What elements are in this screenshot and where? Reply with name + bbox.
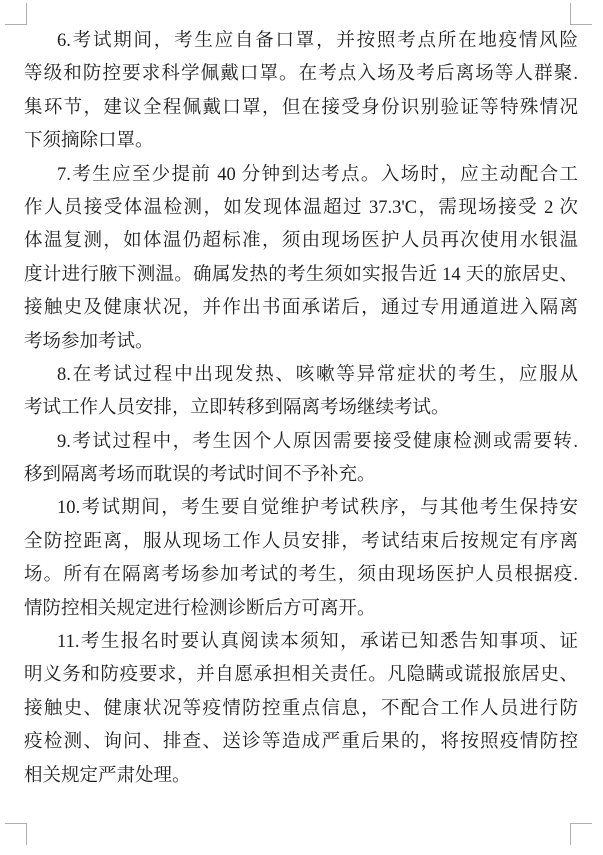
paragraph-8 — [24, 359, 578, 426]
text-line: 作人员接受体温检测，如发现体温超过 37.3'C，需现场接受 2 次 — [24, 197, 578, 218]
text-line: 场。所有在隔离考场参加考试的考生，须由现场医护人员根据疫. — [24, 565, 578, 586]
text-line: 集环节，建议全程佩戴口罩，但在接受身份识别验证等特殊情况 — [24, 97, 578, 118]
text-line: 体温复测，如体温仍超标准，须由现场医护人员再次使用水银温 — [24, 231, 578, 252]
text-line: 接触史、健康状况等疫情防控重点信息，不配合工作人员进行防 — [24, 698, 578, 719]
text-line: 疫检测、询问、排查、送诊等造成严重后果的，将按照疫情防控 — [24, 732, 578, 753]
crop-mark-top-left-icon — [5, 3, 27, 25]
text-line: 移到隔离考场而耽误的考试时间不予补充。 — [24, 465, 376, 486]
document-body — [24, 25, 578, 793]
text-line: 10.考试期间，考生要自觉维护考试秩序，与其他考生保持安 — [57, 498, 578, 519]
text-line: 全防控距离，服从现场工作人员安排，考试结束后按规定有序离 — [24, 531, 578, 552]
text-line: 考试工作人员安排，立即转移到隔离考场继续考试。 — [24, 398, 450, 419]
text-line: 8.在考试过程中出现发热、咳嗽等异常症状的考生，应服从 — [57, 364, 578, 385]
crop-mark-top-right-icon — [570, 3, 592, 25]
paragraph-6 — [24, 25, 578, 159]
text-line: 9.考试过程中，考生因个人原因需要接受健康检测或需要转. — [57, 431, 578, 452]
text-line: 下须摘除口罩。 — [24, 131, 154, 152]
crop-mark-bottom-left-icon — [5, 823, 27, 845]
text-line: 考场参加考试。 — [24, 331, 154, 352]
text-line: 6.考试期间，考生应自备口罩，并按照考点所在地疫情风险 — [57, 31, 578, 51]
text-line: 7.考生应至少提前 40 分钟到达考点。入场时，应主动配合工 — [57, 164, 578, 185]
text-line: 等级和防控要求科学佩戴口罩。在考点入场及考后离场等人群聚. — [24, 64, 578, 85]
text-line: 接触史及健康状况，并作出书面承诺后，通过专用通道进入隔离 — [24, 298, 578, 319]
paragraph-10 — [24, 492, 578, 626]
crop-mark-bottom-right-icon — [570, 823, 592, 845]
paragraph-7 — [24, 159, 578, 359]
text-line: 情防控相关规定进行检测诊断后方可离开。 — [24, 598, 376, 619]
text-line: 相关规定严肃处理。 — [24, 765, 191, 786]
text-line: 明义务和防疫要求，并自愿承担相关责任。凡隐瞒或谎报旅居史、 — [24, 665, 578, 686]
text-line: 度计进行腋下测温。确属发热的考生须如实报告近 14 天的旅居史、 — [24, 264, 578, 285]
paragraph-11 — [24, 626, 578, 793]
paragraph-9 — [24, 426, 578, 493]
text-line: 11.考生报名时要认真阅读本须知，承诺已知悉告知事项、证 — [57, 632, 578, 653]
